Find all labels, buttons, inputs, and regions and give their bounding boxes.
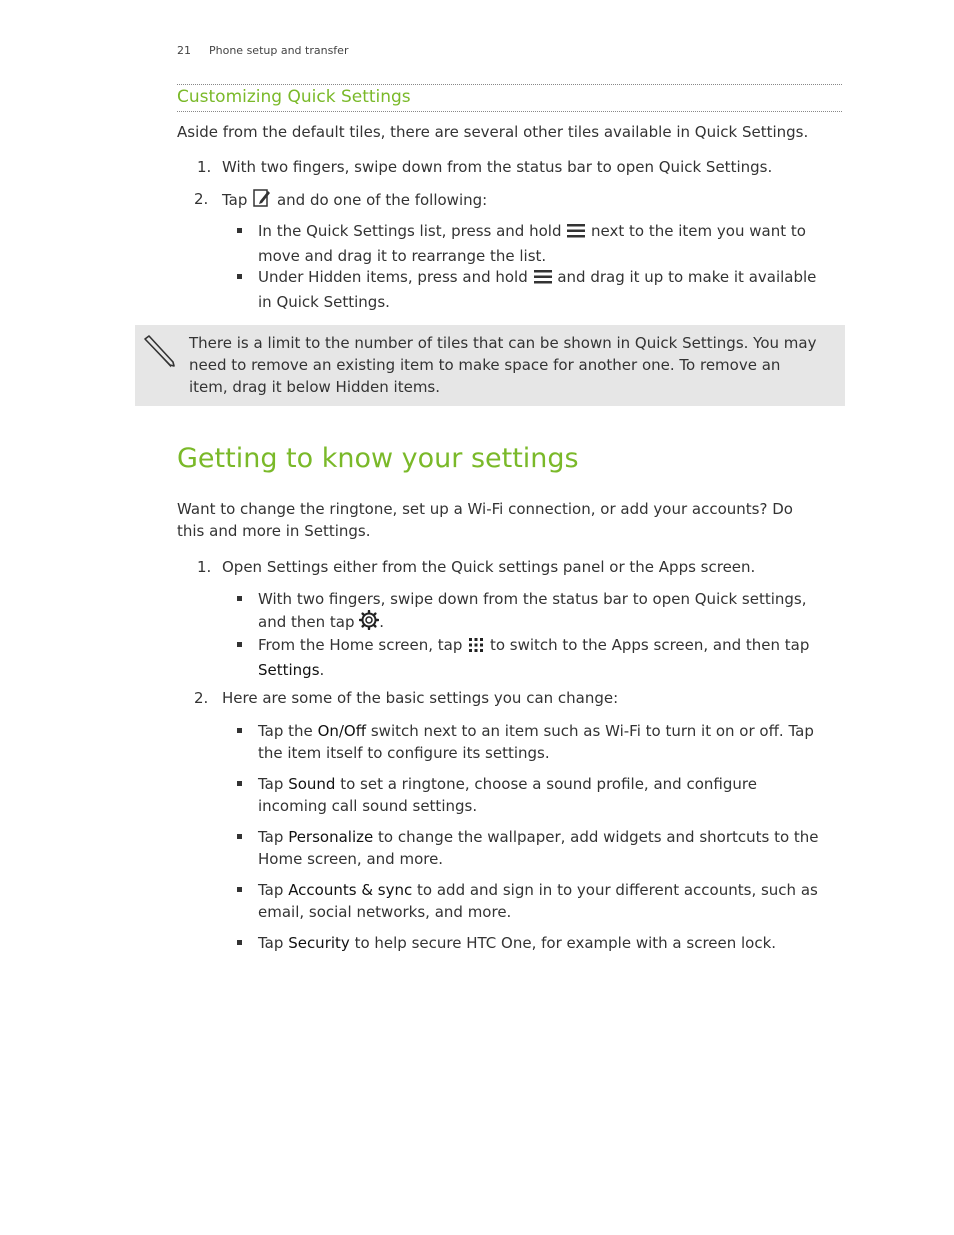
bullet-text: Tap Security to help secure HTC One, for example with a screen lock. [258,934,777,952]
settings-gear-icon [359,610,379,636]
step-text [222,188,487,214]
pencil-note-icon [142,334,176,372]
step-text: With two fingers, swipe down from the status bar to open Quick Settings. [222,158,773,176]
bullet-marker [237,274,242,279]
section2-intro: Want to change the ringtone, set up a Wi-Fi connection, or add your accounts? Do this and more in Settings. [177,500,793,540]
bullet-marker [237,596,242,601]
bullet-text: Tap the On/Off switch next to an item such as Wi-Fi to turn it on or off. Tap the item itself to configure its settings. [258,722,814,762]
bullet-text: From the Home screen, tap to switch to the Apps screen, and then tap Settings. [258,636,810,679]
step-number: 2. [194,190,209,208]
apps-grid-icon [467,637,485,659]
bullet-marker [237,940,242,945]
bullet-text: In the Quick Settings list, press and hold next to the item you want to move and drag it to rearrange the list. [258,222,806,265]
drag-handle-icon [533,269,553,291]
page-number: 21 [177,44,191,57]
bullet-marker [237,642,242,647]
step-text-pre: Tap [222,191,248,209]
step-text-post: and do one of the following: [276,191,488,209]
bullet-text: With two fingers, swipe down from the status bar to open Quick settings, and then tap . [258,588,807,636]
section-title-divider [177,111,842,112]
edit-icon [252,188,272,214]
step-text: Here are some of the basic settings you can change: [222,689,619,707]
step-number: 1. [197,558,212,576]
section1-intro: Aside from the default tiles, there are several other tiles available in Quick Settings. [177,123,809,141]
step-number: 1. [197,158,212,176]
bullet-marker [237,728,242,733]
step-text: Open Settings either from the Quick settings panel or the Apps screen. [222,558,756,576]
bullet-marker [237,887,242,892]
bullet-marker [237,228,242,233]
bullet-text: Under Hidden items, press and hold and drag it up to make it available in Quick Settings. [258,268,817,311]
note-text: There is a limit to the number of tiles that can be shown in Quick Settings. You may need to remove an existing item to make space for another one. To remove an item, drag it below Hidden items. [189,334,817,396]
top-divider [177,84,842,85]
drag-handle-icon [566,223,586,245]
bullet-marker [237,781,242,786]
step-number: 2. [194,689,209,707]
chapter-title: Phone setup and transfer [209,44,349,57]
bullet-text: Tap Personalize to change the wallpaper, add widgets and shortcuts to the Home screen, and more. [258,828,819,868]
section-title-quick-settings: Customizing Quick Settings [177,87,411,107]
bullet-marker [237,834,242,839]
bullet-text: Tap Sound to set a ringtone, choose a sound profile, and configure incoming call sound settings. [258,775,757,815]
chapter-heading-settings: Getting to know your settings [177,443,579,474]
bullet-text: Tap Accounts & sync to add and sign in to your different accounts, such as email, social networks, and more. [258,881,818,921]
